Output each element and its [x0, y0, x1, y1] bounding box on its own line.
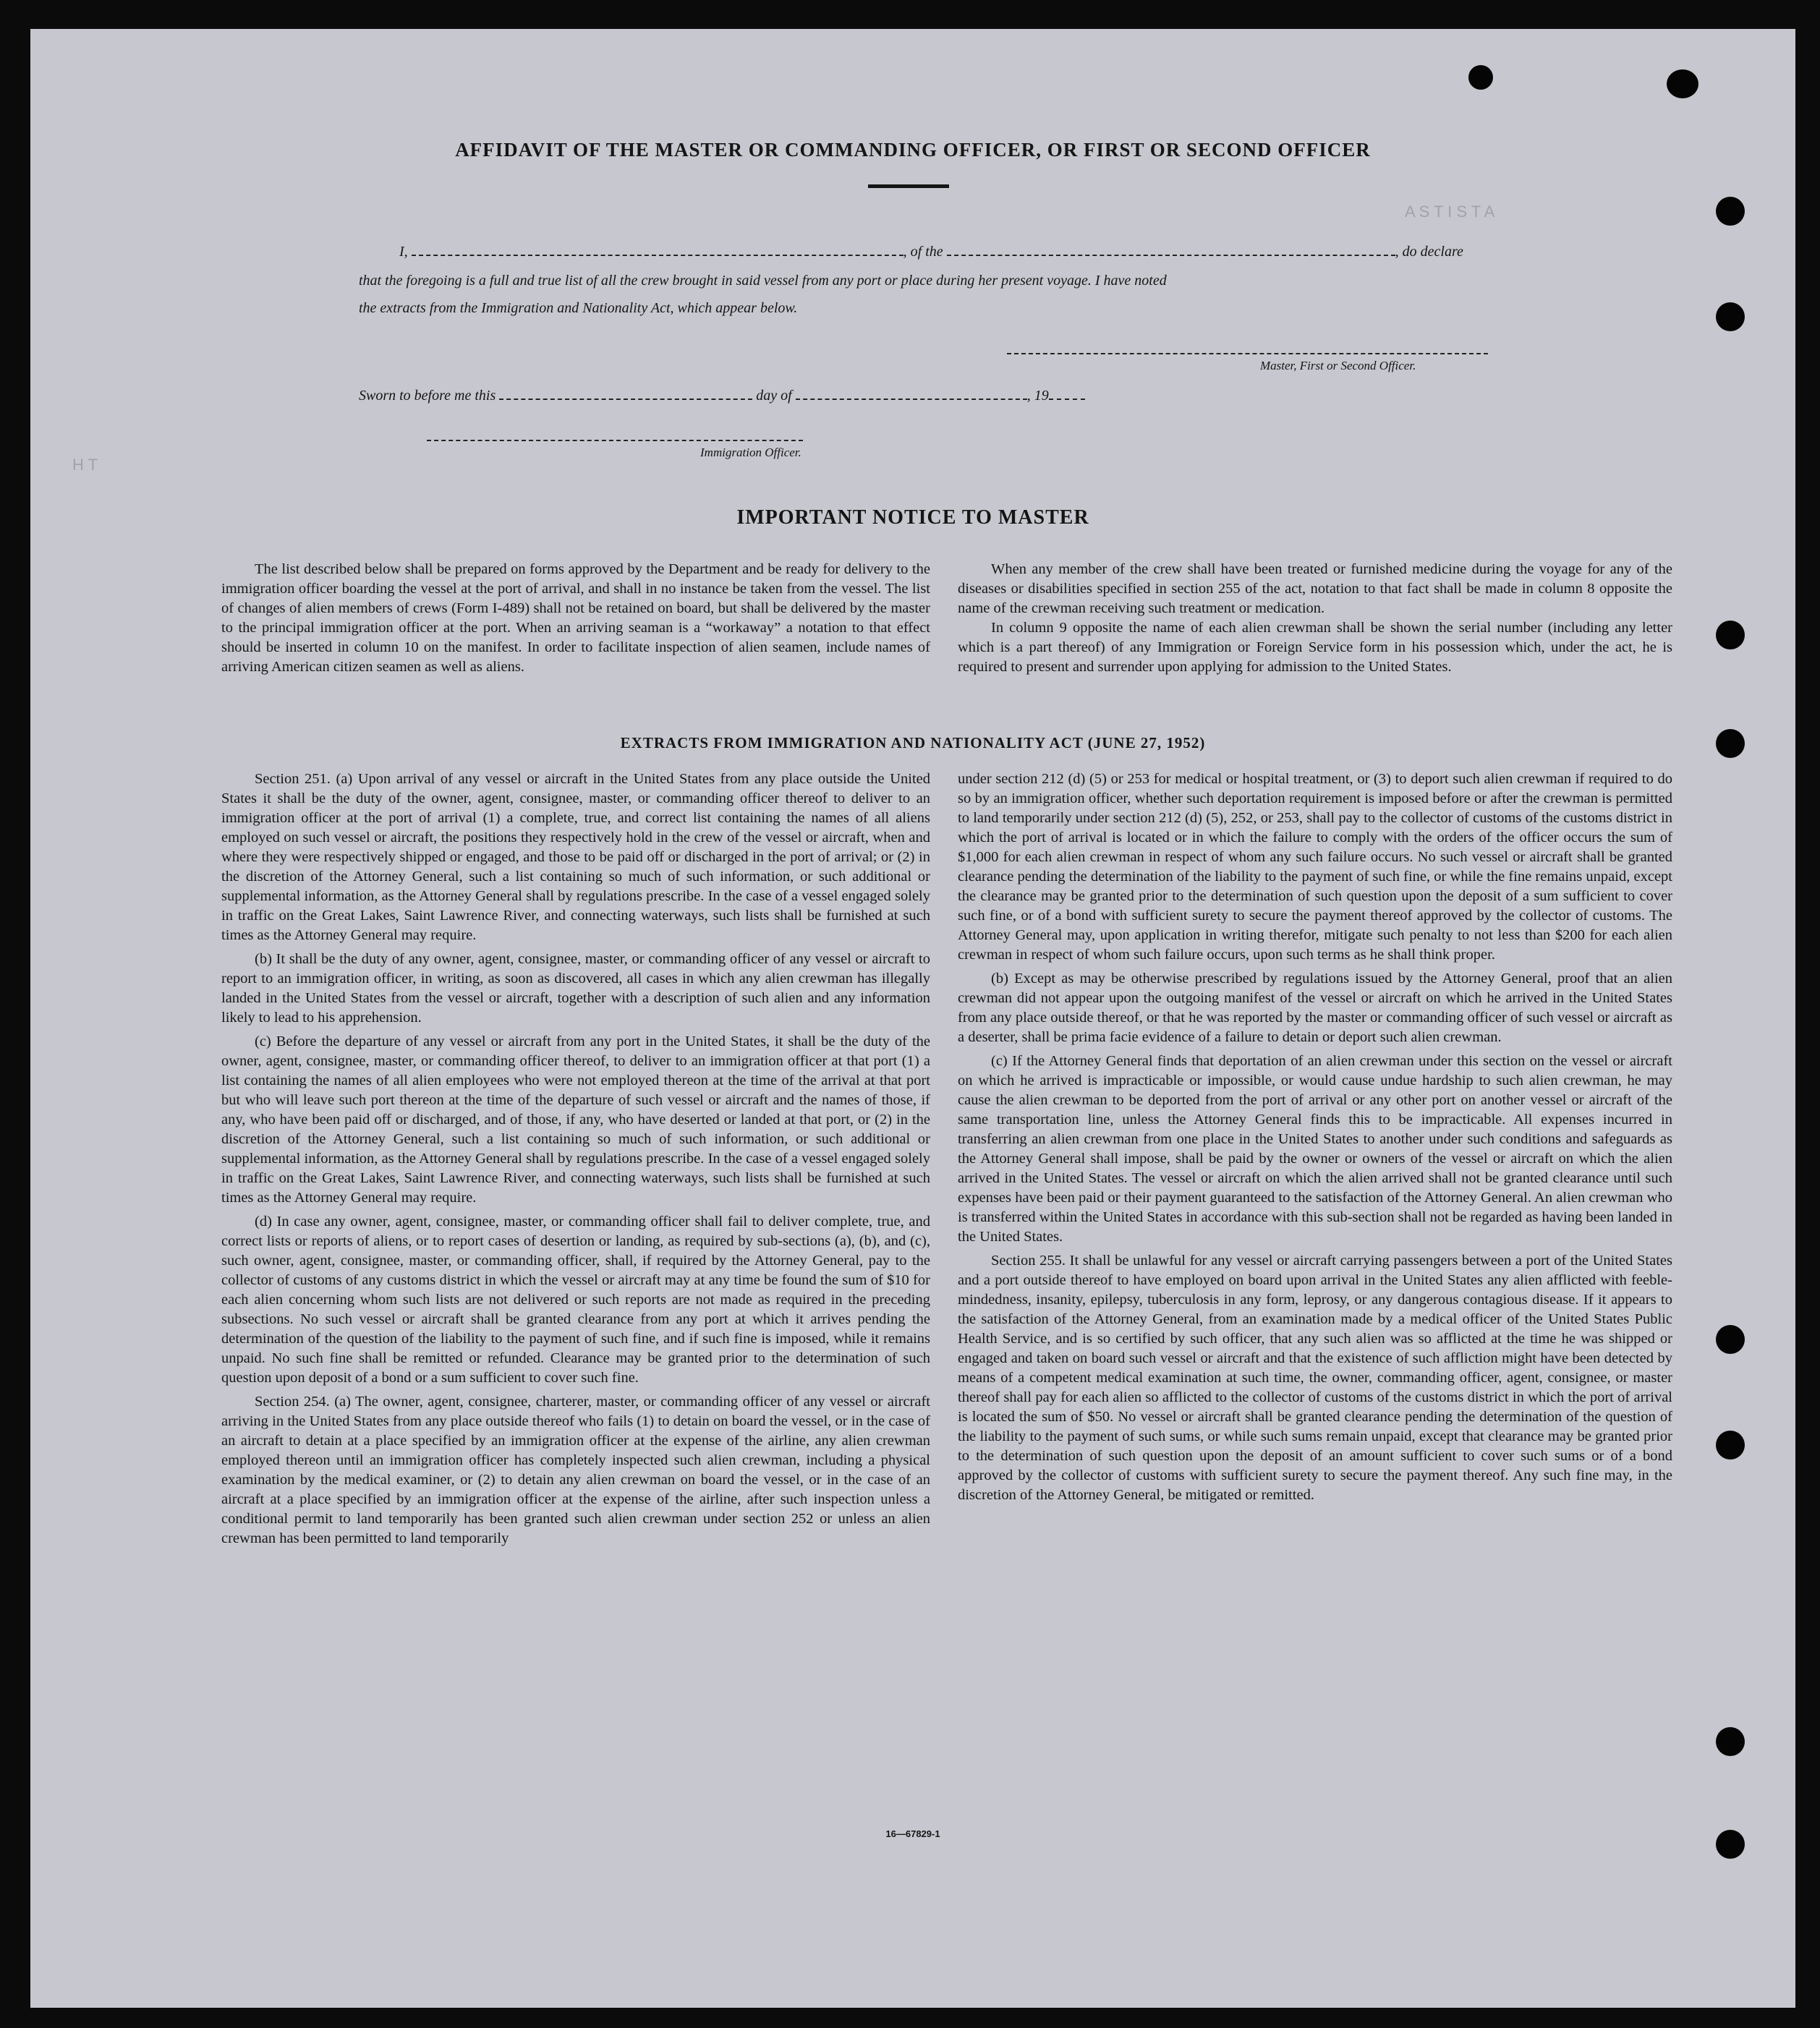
title-divider	[868, 184, 949, 188]
vessel-name-field[interactable]	[947, 244, 1395, 256]
act-section-paragraph: (c) If the Attorney General finds that deportation of an alien crewman under this section on the vessel or aircraft on which he arrived is impracticable or impossible, or would cause undue hardship to such alien crewman, he may cause the alien crewman to be deported from the port of arrival or any other port on another vessel or aircraft of the same transportation line, unless the Attorney General finds this to be impracticable. All expenses incurred in transferring an alien crewman from one place in the United States to another under such conditions and safeguards as the Attorney General shall impose, shall be paid by the owner or owners of the vessel or aircraft on which the alien arrived in the United States. The vessel or aircraft on which the alien arrived shall not be granted clearance until such expenses have been paid or their payment guaranteed to the satisfaction of the Attorney General. An alien crewman who is transferred within the United States in accordance with this sub-section shall not be regarded as having been landed in the United States.	[958, 1053, 1672, 1245]
master-signature-caption: Master, First or Second Officer.	[1260, 359, 1416, 372]
notice-right-column	[958, 560, 1672, 677]
notice-title: IMPORTANT NOTICE TO MASTER	[736, 506, 1089, 529]
immigration-officer-caption: Immigration Officer.	[700, 446, 801, 459]
form-number: 16—67829-1	[885, 1828, 940, 1839]
binder-hole-icon	[1716, 1431, 1745, 1460]
day-of-label: day of	[756, 388, 792, 404]
act-section-paragraph: (b) It shall be the duty of any owner, agent, consignee, master, or commanding officer of any vessel or aircraft to report to an immigration officer, in writing, as soon as discovered, all cases in which any alien crewman has illegally landed in the United States from the vessel or aircraft, together with a description of such alien and any information likely to lead to his apprehension.	[221, 951, 930, 1026]
act-section-paragraph: Section 254. (a) The owner, agent, consignee, charterer, master, or commanding officer of any vessel or aircraft arriving in the United States from any place outside thereof who fails (1) to detain on board the vessel, or in the case of an aircraft to detain at a place specified by an immigration officer at the expense of the airline, any alien crewman employed thereon until an immigration officer has completely inspected such alien crewman, including a physical examination by the medical examiner, or (2) to detain any alien crewman on board the vessel, or in the case of an aircraft at a place specified by an immigration officer at the expense of the airline, after such inspection unless a conditional permit to land temporarily has been granted such alien crewman under section 252 or unless an alien crewman has been permitted to land temporarily	[221, 1394, 930, 1546]
act-section-paragraph: (d) In case any owner, agent, consignee, master, or commanding officer shall fail to deliver complete, true, and correct lists or reports of aliens, or to report cases of desertion or landing, as required by sub-sections (a), (b), and (c), such owner, agent, consignee, master, or commanding officer, shall, if required by the Attorney General, pay to the collector of customs of any customs district in which the vessel or aircraft may at any time be found the sum of $10 for each alien concerning whom such lists are not delivered or such reports are not made as required in the preceding subsections. No such vessel or aircraft shall be granted clearance from any port at which it arrives pending the determination of the question of the liability to the payment of such fine, and if such fine is imposed, while it remains unpaid. No such fine shall be remitted or refunded. Clearance may be granted prior to the determination of such question upon deposit of a bond or a sum sufficient to cover such fine.	[221, 1214, 930, 1386]
act-section-paragraph: (b) Except as may be otherwise prescribed by regulations issued by the Attorney General, proof that an alien crewman did not appear upon the outgoing manifest of the vessel or aircraft on which he arrived in the United States from any place outside thereof, or that he was reported by the master or commanding officer of such vessel or aircraft as a deserter, shall be prima facie evidence of a failure to detain or deport such alien crewman.	[958, 971, 1672, 1045]
act-section-paragraph: under section 212 (d) (5) or 253 for medical or hospital treatment, or (3) to deport such alien crewman if required to do so by an immigration officer, whether such deportation requirement is imposed before or after the crewman is permitted to land temporarily under section 212 (d) (5), 252, or 253, shall pay to the collector of customs of the customs district in which the port of arrival is located or in which the failure to comply with the orders of the officer occurs the sum of $1,000 for each alien crewman in respect of whom any such failure occurs. No such vessel or aircraft shall be granted clearance pending the determination of the liability to the payment of such fine, or while the fine remains unpaid, except the clearance may be granted prior to the determination of such question upon the deposit of a sum sufficient to cover such fine, or of a bond with sufficient surety to secure the payment thereof approved by the collector of customs. The Attorney General may, upon application in writing therefor, mitigate such penalty to not less than $200 for each alien crewman in respect of whom such failure occurs, upon such terms as he shall think proper.	[958, 771, 1672, 963]
master-signature-field[interactable]	[1007, 353, 1488, 354]
declarant-name-field[interactable]	[412, 244, 903, 256]
sworn-month-field[interactable]	[796, 388, 1027, 400]
year-label: , 19	[1026, 388, 1049, 404]
declarant-label: I,	[399, 244, 408, 260]
binder-hole-icon	[1716, 302, 1745, 331]
act-section-paragraph: Section 255. It shall be unlawful for any vessel or aircraft carrying passengers between a port of the United States and a port outside thereof to have employed on board upon arrival in the United States any alien afflicted with feeble-mindedness, insanity, epilepsy, tuberculosis in any form, leprosy, or any dangerous contagious disease. If it appears to the satisfaction of the Attorney General, from an examination made by a medical officer of the United States Public Health Service, and is so certified by such officer, that any such alien was so afflicted at the time he was shipped or engaged and taken on board such vessel or aircraft and that the existence of such affliction might have been detected by means of a competent medical examination at such time, the owner, commanding officer, agent, consignee, or master thereof shall pay for each alien so afflicted to the collector of customs of the customs district in which the port of arrival is located the sum of $50. No vessel or aircraft shall be granted clearance pending the determination of the question of the liability to the payment of such sums, or while such sums remain unpaid, except that clearance may be granted prior to the determination of such question upon the deposit of an amount sufficient to cover such sums or of a bond approved by the collector of customs with sufficient surety to secure the payment thereof. Any such fine may, in the discretion of the Attorney General, be mitigated or remitted.	[958, 1253, 1672, 1503]
act-section-paragraph: (c) Before the departure of any vessel or aircraft from any port in the United States, it shall be the duty of the owner, agent, consignee, master, or commanding officer thereof, to deliver to an immigration officer at that port (1) a list containing the names of all alien employees who were not employed thereon at the time of the arrival at that port but who will leave such port thereon at the time of the departure of such vessel or aircraft and the names of those, if any, who have been paid off or discharged, and of those, if any, who have deserted or landed at that port, or (2) in the discretion of the Attorney General, such a list containing so much of such information, or such additional or supplemental information, as the Attorney General shall by regulations prescribe. In the case of a vessel engaged solely in traffic on the Great Lakes, Saint Lawrence River, and connecting waterways, such lists shall be furnished at such times as the Attorney General may require.	[221, 1034, 930, 1206]
immigration-officer-signature-field[interactable]	[427, 440, 803, 441]
sworn-line	[359, 388, 1085, 404]
vessel-label: , of the	[903, 244, 943, 260]
affidavit-declaration-line	[399, 244, 1463, 260]
notice-left-column	[221, 560, 930, 677]
extracts-right-column	[958, 770, 1672, 1505]
sworn-label: Sworn to before me this	[359, 388, 496, 404]
document-page	[30, 29, 1795, 2008]
bleed-through-mark: A S T I S T A	[1405, 203, 1495, 221]
binder-hole-icon	[1716, 197, 1745, 226]
extracts-left-column	[221, 770, 930, 1548]
notice-paragraph: In column 9 opposite the name of each alien crewman shall be shown the serial number (including any letter which is a part thereof) of any Immigration or Foreign Service form in his possession which, under the act, he is required to present and surrender upon applying for admission to the United States.	[958, 620, 1672, 675]
binder-hole-icon	[1716, 621, 1745, 649]
sworn-year-field[interactable]	[1049, 388, 1085, 400]
sworn-day-field[interactable]	[499, 388, 752, 400]
binder-hole-icon	[1716, 1325, 1745, 1354]
notice-paragraph: The list described below shall be prepared on forms approved by the Department and be ready for delivery to the immigration officer boarding the vessel at the port of arrival, and shall in no instance be taken from the vessel. The list of changes of alien members of crews (Form I-489) shall not be retained on board, but shall be delivered by the master to the principal immigration officer at the port. When an arriving seaman is a “workaway” a notation to that effect should be inserted in column 10 on the manifest. In order to facilitate inspection of alien seamen, include names of arriving American citizen seamen as well as aliens.	[221, 561, 930, 675]
act-section-paragraph: Section 251. (a) Upon arrival of any vessel or aircraft in the United States from any place outside the United States it shall be the duty of the owner, agent, consignee, master, or commanding officer thereof to deliver to an immigration officer at the port of arrival (1) a complete, true, and correct list containing the names of all aliens employed on such vessel or aircraft, the positions they respectively hold in the crew of the vessel or aircraft, when and where they were respectively shipped or engaged, and those to be paid off or discharged in the port of arrival; or (2) in the discretion of the Attorney General, such a list containing so much of such information, or such additional or supplemental information, as the Attorney General shall by regulations prescribe. In the case of a vessel engaged solely in traffic on the Great Lakes, Saint Lawrence River, and connecting waterways, such lists shall be furnished at such times as the Attorney General may require.	[221, 771, 930, 943]
binder-hole-icon	[1468, 65, 1493, 90]
bleed-through-mark: H T	[72, 456, 98, 474]
affidavit-text-line: that the foregoing is a full and true list of all the crew brought in said vessel from any port or place during her present voyage. I have noted	[359, 273, 1167, 289]
binder-hole-icon	[1716, 1727, 1745, 1756]
affidavit-title: AFFIDAVIT OF THE MASTER OR COMMANDING OFFICER, OR FIRST OR SECOND OFFICER	[455, 139, 1371, 161]
notice-paragraph: When any member of the crew shall have been treated or furnished medicine during the voyage for any of the diseases or disabilities specified in section 255 of the act, notation to that fact shall be made in column 8 opposite the name of the crewman receiving such treatment or medication.	[958, 561, 1672, 616]
binder-hole-icon	[1667, 69, 1698, 98]
affidavit-text-line: the extracts from the Immigration and Nationality Act, which appear below.	[359, 300, 798, 316]
declare-label: , do declare	[1395, 244, 1463, 260]
extracts-title: EXTRACTS FROM IMMIGRATION AND NATIONALITY ACT (JUNE 27, 1952)	[620, 734, 1206, 751]
